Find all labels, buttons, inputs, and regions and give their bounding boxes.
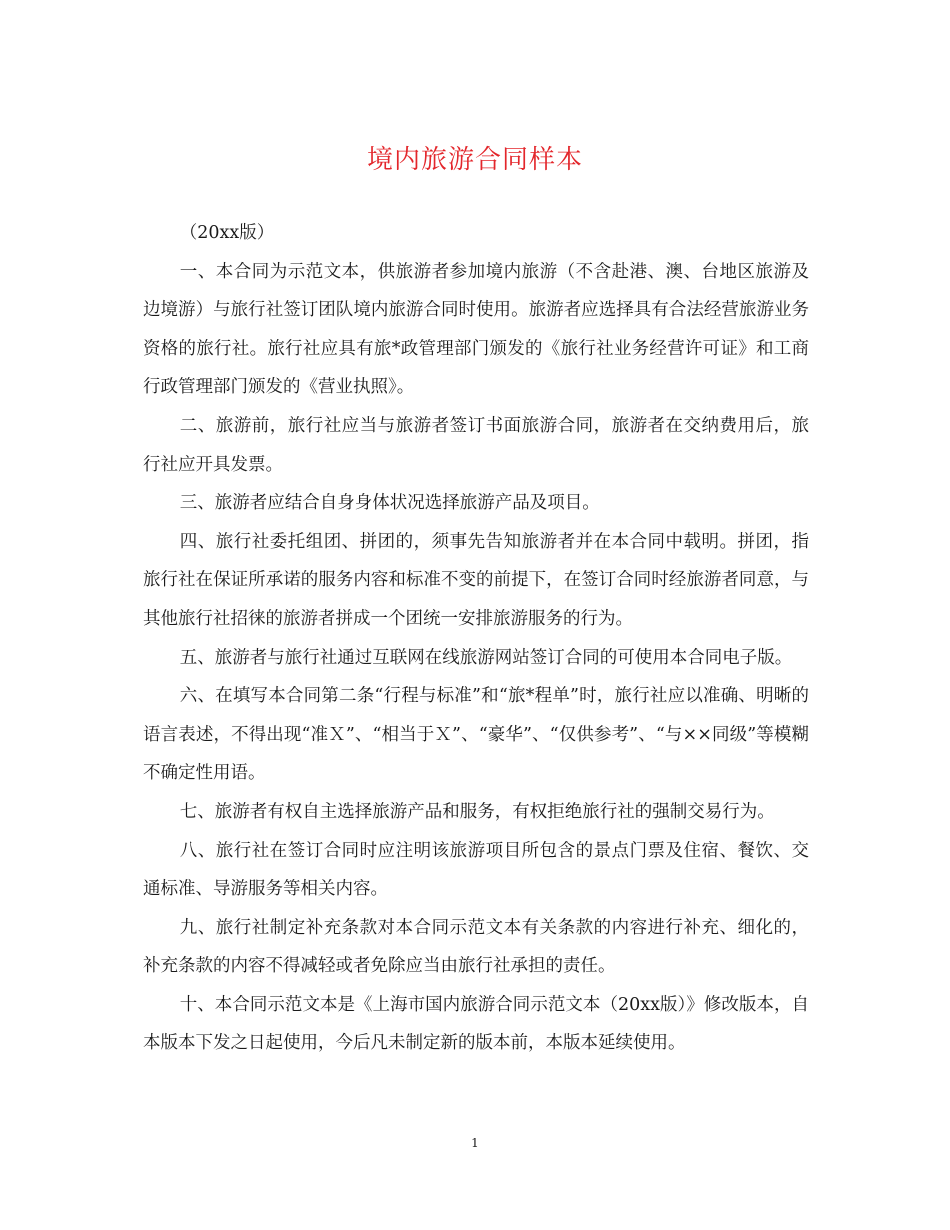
clause-8: 八、旅行社在签订合同时应注明该旅游项目所包含的景点门票及住宿、餐饮、交通标准、导游服务等相关内容。 xyxy=(143,840,809,900)
page-number: 1 xyxy=(471,1136,479,1150)
clause-10: 十、本合同示范文本是《上海市国内旅游合同示范文本（20xx版）》修改版本，自本版本下发之日起使用，今后凡未制定新的版本前，本版本延续使用。 xyxy=(143,994,809,1054)
clause-1: 一、本合同为示范文本，供旅游者参加境内旅游（不含赴港、澳、台地区旅游及边境游）与旅行社签订团队境内旅游合同时使用。旅游者应选择具有合法经营旅游业务资格的旅行社。旅行社应具有旅*政管理部门颁发的《旅行社业务经营许可证》和工商行政管理部门颁发的《营业执照》。 xyxy=(143,261,809,398)
edition-note: （20xx版） xyxy=(179,223,275,243)
clause-4: 四、旅行社委托组团、拼团的，须事先告知旅游者并在本合同中载明。拼团，指旅行社在保证所承诺的服务内容和标准不变的前提下，在签订合同时经旅游者同意，与其他旅行社招徕的旅游者拼成一个团统一安排旅游服务的行为。 xyxy=(143,531,809,629)
document-title: 境内旅游合同样本 xyxy=(366,145,583,175)
clause-7: 七、旅游者有权自主选择旅游产品和服务，有权拒绝旅行社的强制交易行为。 xyxy=(179,801,775,822)
clause-6: 六、在填写本合同第二条“行程与标准”和“旅*程单”时，旅行社应以准确、明晰的语言表述，不得出现“准Ｘ”、“相当于Ｘ”、“豪华”、“仅供参考”、“与××同级”等模糊不确定性用语。 xyxy=(143,686,809,784)
clause-3: 三、旅游者应结合自身身体状况选择旅游产品及项目。 xyxy=(179,493,600,514)
clause-2: 二、旅游前，旅行社应当与旅游者签订书面旅游合同，旅游者在交纳费用后，旅行社应开具发票。 xyxy=(143,415,809,475)
clause-5: 五、旅游者与旅行社通过互联网在线旅游网站签订合同的可使用本合同电子版。 xyxy=(179,647,793,668)
document-body xyxy=(143,214,809,1063)
clause-9: 九、旅行社制定补充条款对本合同示范文本有关条款的内容进行补充、细化的，补充条款的内容不得减轻或者免除应当由旅行社承担的责任。 xyxy=(143,917,809,977)
